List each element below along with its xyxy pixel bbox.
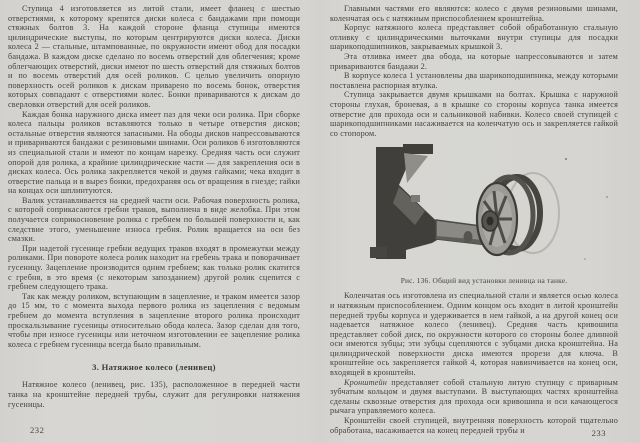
paragraph: Кронштейн своей ступицей, внутренняя поверхность которой тщательно обработана, насаживается на конец передней трубы и — [330, 416, 618, 435]
paragraph: При надетой гусенице гребни ведущих траков входят в промежутки между роликами. При повороте колеса ролик находит на гребень трака и поворачивает гусеницу. Зацепление производится одним гребнем; как только ролик скатится с гребня, в это время (с некоторым запозданием) другой ролик сцепится с гребнем следующего трака. — [8, 243, 300, 292]
paragraph-rest: представляет собой стальную литую ступицу с приварным зубчатым кольцом и двумя выступами. В выступающих частях кронштейна сделаны сквозные отверстия для прохода оси кривошипа и оси качающегося рычага управляемого колеса. — [330, 377, 618, 416]
right-page — [320, 0, 640, 443]
paragraph: Так как между роликом, вступающим в зацепление, и траком имеется зазор до 15 мм, то с момента выхода первого ролика из зацепления с ведомым гребнем до момента вступления в зацепление второго ролика происходит проскальзывание гусеницы относительно обода колеса. Зазор сделан для того, чтобы при износе гусеницы или неточном изготовлении ее зацепление ролика колеса с гребнем гусеницы всегда было правильным. — [8, 291, 300, 349]
paragraph-lead: Кронштейн — [344, 377, 387, 387]
idler-wheel-shape — [477, 173, 559, 255]
paragraph: Корпус натяжного колеса представляет собой обработанную стальную отливку с цилиндрическими выточками внутри ступицы для посадки шарикоподшипников, закрываемых крышкой 3. — [330, 23, 618, 52]
scan-specks — [565, 158, 608, 260]
figure-caption: Рис. 136. Общий вид установки ленивца на танке. — [400, 276, 568, 286]
figure-136 — [330, 141, 618, 285]
paragraph: Коленчатая ось изготовлена из специальной стали и является осью колеса и натяжным приспособлением. Одним концом ось входит в литой кронштейн передней трубы корпуса и удерживается в нем гайкой, а на другой конец оси надевается натяжное колесо (ленивец). Средняя часть кривошипа представляет собой диск, по окружности которого со стороны более длинной оси имеются зубцы; эти зубцы сцепляются с зубцами диска кронштейна. На цилиндрической поверхности диска имеются прорези для ключа. В кронштейне ось закрепляется гайкой 4, которая навинчивается на конец оси, входящей в кронштейн. — [330, 291, 618, 378]
paragraph: В корпусе колеса 1 установлены два шарикоподшипника, между которыми поставлена распорная втулка. — [330, 71, 618, 90]
idler-wheel-photo — [370, 141, 622, 275]
paragraph — [330, 378, 618, 416]
page-number: 233 — [591, 428, 606, 438]
paragraph: Эта отливка имеет два обода, на которые напрессовываются и затем привариваются бандажи 2. — [330, 51, 618, 71]
section-heading: 3. Натяжное колесо (ленивец) — [92, 362, 216, 373]
paragraph: Главными частями его являются: колесо с двумя резиновыми шинами, коленчатая ось с натяжным приспособлением кронштейна. — [330, 4, 618, 23]
page-number: 232 — [30, 425, 45, 435]
figure-photo — [370, 141, 622, 275]
paragraph: Каждая бонка наружного диска имеет паз для чеки оси ролика. При сборке колеса пальцы роликов вставляются только в четыре отверстия дисков; остальные отверстия являются запасными. На ободы дисков напрессовываются и привариваются бандажи с резиновыми шинами. Оси роликов 6 изготовляются из специальной стали и имеют по концам нарезку. Средняя часть оси служит опорой для ролика, а крайние цилиндрические части — для закрепления оси в дисках колеса. Ось ролика закрепляется чекой и двумя гайками; чека входит в отверстие пальца и в вырез бонки, предохраняя ось от вращения в гнезде; гайки на концах оси шплинтуются. — [8, 109, 300, 196]
paragraph: Ступица закрывается двумя крышками на болтах. Крышка с наружной стороны глухая, броневая, а в крышке со стороны корпуса танка имеется отверстие для прохода оси и сальниковой набивки. Колесо своей ступицей с шарикоподшипниками насаживается на коленчатую ось и закрепляется гайкой со стопором. — [330, 90, 618, 138]
paragraph: Натяжное колесо (ленивец, рис. 135), расположенное в передней части танка на кронштейне передней трубы, служит для регулировки натяжения гусеницы. — [8, 380, 300, 409]
paragraph: Валик устанавливается на средней части оси. Рабочая поверхность ролика, с которой соприкасаются гребни траков, выполнена в виде желобка. При этом получается соприкосновение ролика с гребнем по большей поверхности и, как следствие этого, уменьшение износа гребня. Ролик вращается на оси без смазки. — [8, 195, 300, 244]
paragraph: Ступица 4 изготовляется из литой стали, имеет фланец с шестью отверстиями, к которому крепятся диски колеса с бандажами при помощи стяжных болтов 3. На каждой стороне фланца ступицы имеются цилиндрические выступы, по которым центрируются диски колеса. Диски колеса 2 — стальные, штампованные, по окружности имеют обод для посадки бандажа. В каждом диске сделано по восемь отверстий для облегчения; кроме облегчающих отверстий, диски имеют по шесть отверстий для стяжных болтов и по восемь отверстий для осей роликов. С целью увеличить опорную поверхность осей роликов к дискам приварено по восемь бонок, отверстия которых совпадают с отверстиями колес. Бонки привариваются к дискам до сверловки отверстий для осей роликов. — [8, 4, 300, 109]
tank-hull-shape — [370, 144, 449, 259]
